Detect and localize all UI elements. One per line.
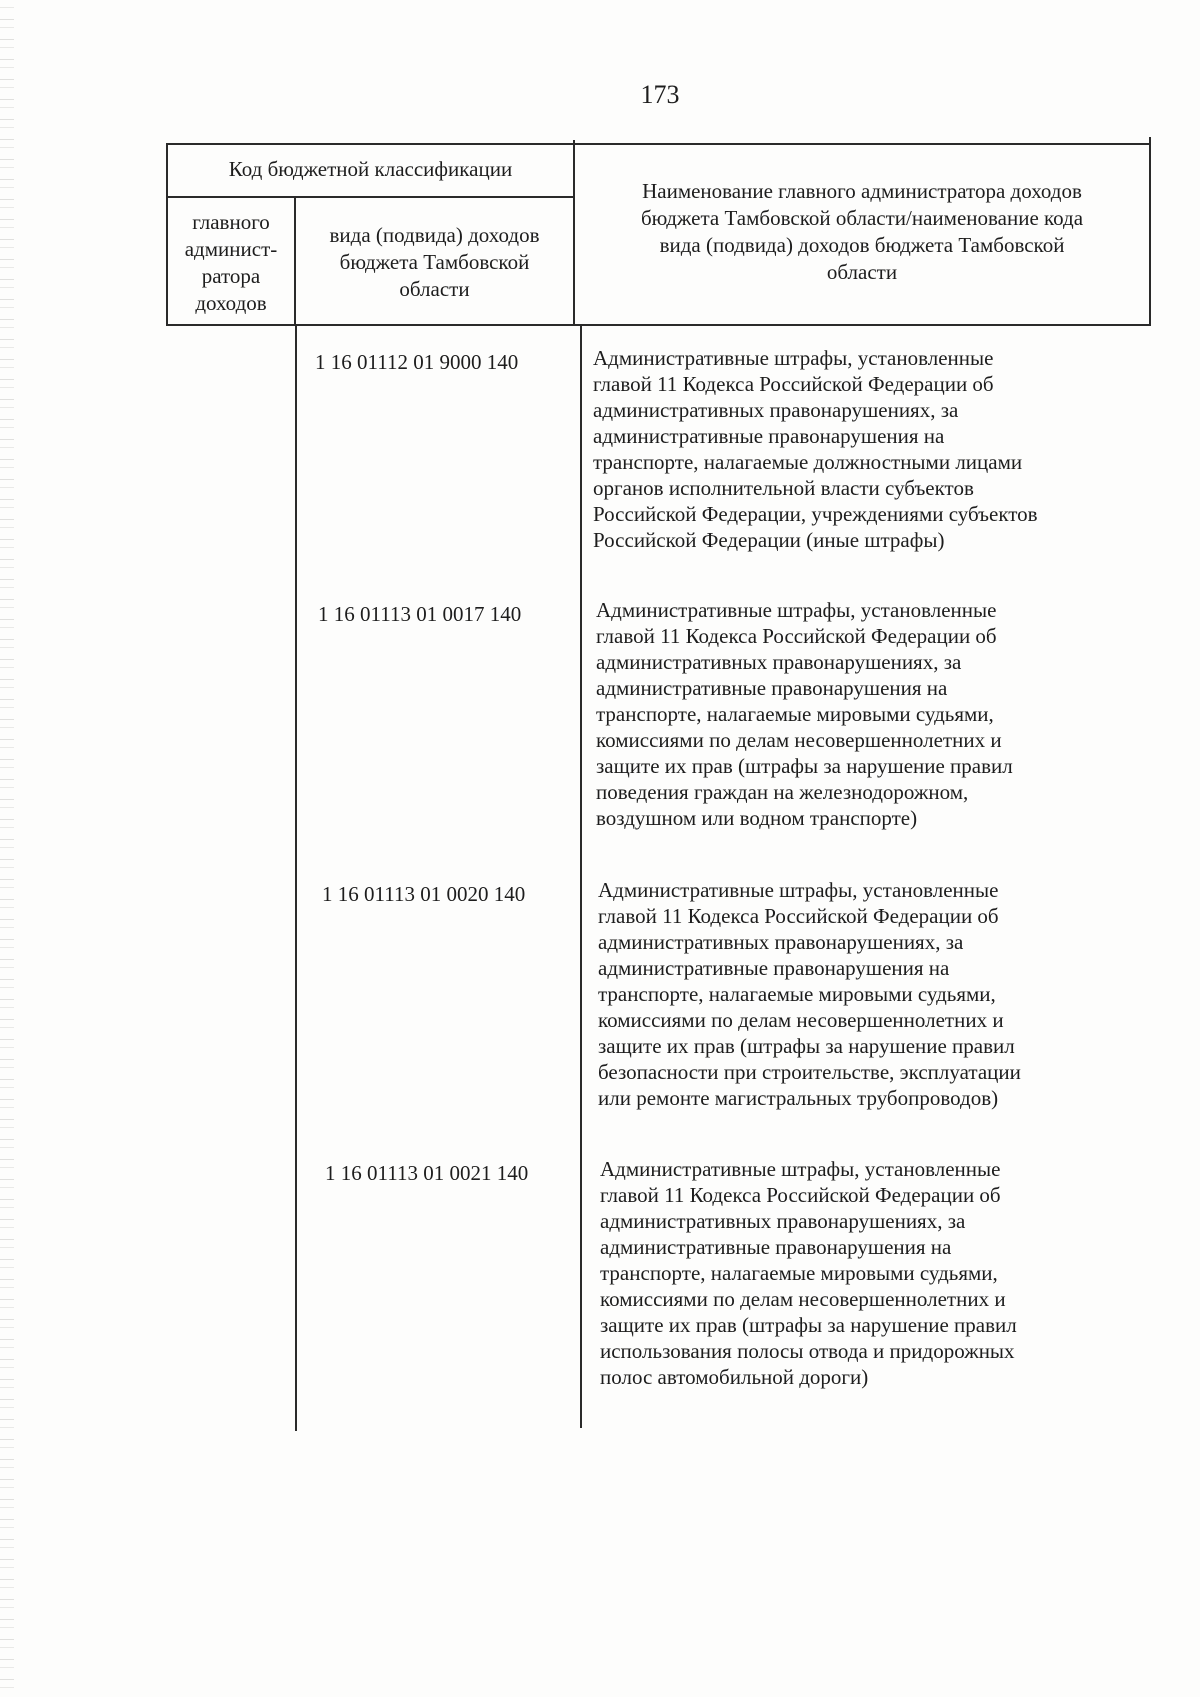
row-description-line: органов исполнительной власти субъектов <box>593 476 974 500</box>
header-col-admin-line: доходов <box>195 291 267 315</box>
header-col-name <box>575 178 1149 286</box>
row-description-line: поведения граждан на железнодорожном, <box>596 780 969 804</box>
row-description-line: безопасности при строительстве, эксплуатации <box>598 1060 1021 1084</box>
header-right-border <box>1149 137 1151 324</box>
row-description-line: административных правонарушениях, за <box>596 650 962 674</box>
row-description-line: административные правонарушения на <box>593 424 945 448</box>
row-description <box>596 597 1013 831</box>
row-description-line: защите их прав (штрафы за нарушение правил <box>598 1034 1015 1058</box>
row-code: 1 16 01113 01 0017 140 <box>318 602 522 626</box>
row-description <box>598 877 1021 1111</box>
header-col-admin-line: ратора <box>201 264 261 288</box>
row-description-line: административных правонарушениях, за <box>600 1209 966 1233</box>
row-description-line: административные правонарушения на <box>600 1235 952 1259</box>
row-description-line: воздушном или водном транспорте) <box>596 806 918 830</box>
row-description-line: Административные штрафы, установленные <box>598 878 999 902</box>
row-description-line: транспорте, налагаемые мировыми судьями, <box>600 1261 998 1285</box>
row-code: 1 16 01113 01 0020 140 <box>322 882 526 906</box>
row-description-line: Административные штрафы, установленные <box>593 346 994 370</box>
row-description-line: административные правонарушения на <box>598 956 950 980</box>
header-code-group: Код бюджетной классификации <box>228 157 513 181</box>
scan-edge-artifact <box>0 0 14 1697</box>
row-description-line: комиссиями по делам несовершеннолетних и <box>600 1287 1006 1311</box>
row-description-line: административных правонарушениях, за <box>598 930 964 954</box>
row-code: 1 16 01112 01 9000 140 <box>315 350 519 374</box>
row-description-line: административных правонарушениях, за <box>593 398 959 422</box>
row-description-line: главой 11 Кодекса Российской Федерации об <box>600 1183 1001 1207</box>
row-description-line: транспорте, налагаемые должностными лицами <box>593 450 1023 474</box>
header-col-name-line: Наименование главного администратора доходов <box>642 179 1082 203</box>
header-group-divider <box>166 196 573 198</box>
row-description-line: защите их прав (штрафы за нарушение правил <box>596 754 1013 778</box>
row-description-line: главой 11 Кодекса Российской Федерации об <box>598 904 999 928</box>
header-col-name-line: области <box>826 260 898 284</box>
row-description-line: полос автомобильной дороги) <box>600 1365 869 1389</box>
row-description-line: Российской Федерации (иные штрафы) <box>593 528 945 552</box>
row-description-line: Административные штрафы, установленные <box>600 1157 1001 1181</box>
header-col-kind-line: области <box>399 277 470 301</box>
row-description-line: защите их прав (штрафы за нарушение правил <box>600 1313 1017 1337</box>
header-col-name-line: бюджета Тамбовской области/наименование кода <box>640 206 1084 230</box>
header-col-kind <box>296 222 573 303</box>
header-col-admin <box>168 209 294 317</box>
header-bottom-border <box>166 324 1151 326</box>
row-description-line: комиссиями по делам несовершеннолетних и <box>596 728 1002 752</box>
row-description-line: главой 11 Кодекса Российской Федерации об <box>596 624 997 648</box>
page-number: 173 <box>640 80 680 109</box>
header-col-admin-line: главного <box>192 210 270 234</box>
row-description-line: комиссиями по делам несовершеннолетних и <box>598 1008 1004 1032</box>
row-description <box>593 345 1038 553</box>
row-description <box>600 1156 1017 1390</box>
header-col-kind-line: бюджета Тамбовской <box>339 250 530 274</box>
body-divider-name <box>580 326 582 1428</box>
header-col-name-line: вида (подвида) доходов бюджета Тамбовской <box>659 233 1065 257</box>
row-description-line: Административные штрафы, установленные <box>596 598 997 622</box>
header-col-kind-line: вида (подвида) доходов <box>329 223 540 247</box>
row-description-line: Российской Федерации, учреждениями субъектов <box>593 502 1038 526</box>
row-description-line: транспорте, налагаемые мировыми судьями, <box>596 702 994 726</box>
row-description-line: главой 11 Кодекса Российской Федерации об <box>593 372 994 396</box>
row-description-line: административные правонарушения на <box>596 676 948 700</box>
header-col-admin-line: админист- <box>184 237 278 261</box>
row-description-line: транспорте, налагаемые мировыми судьями, <box>598 982 996 1006</box>
body-divider-admin <box>295 326 297 1431</box>
header-top-border <box>166 143 1151 145</box>
row-description-line: использования полосы отвода и придорожных <box>600 1339 1015 1363</box>
row-code: 1 16 01113 01 0021 140 <box>325 1161 529 1185</box>
row-description-line: или ремонте магистральных трубопроводов) <box>598 1086 999 1110</box>
